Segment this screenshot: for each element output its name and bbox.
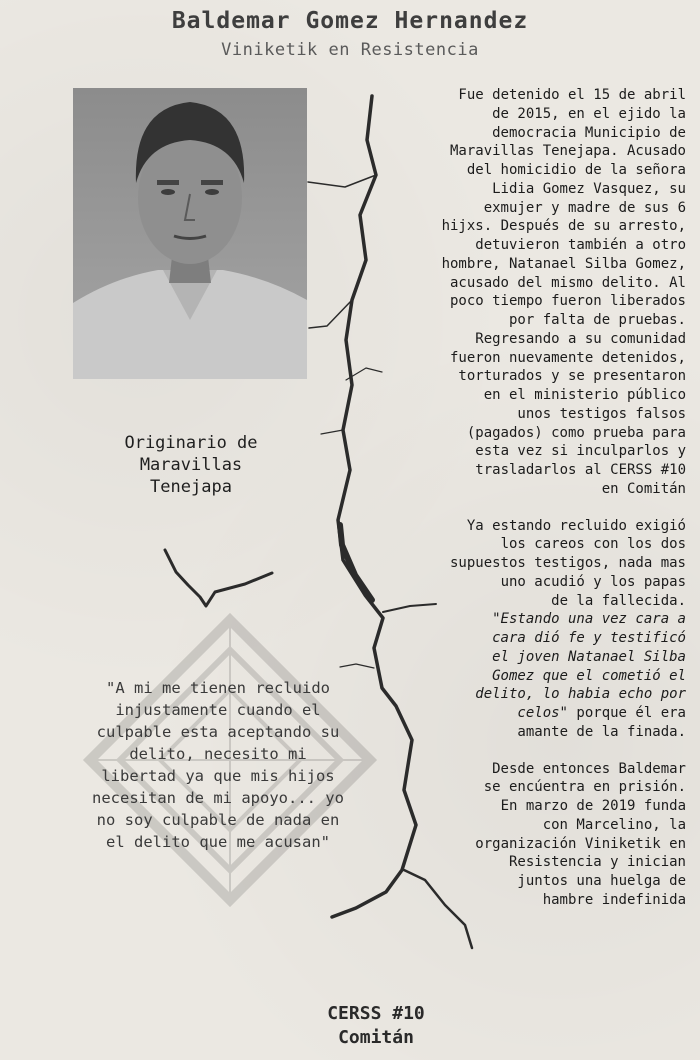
quote-line: injustamente cuando el (115, 701, 321, 719)
story-line: hijxs. Después de su arresto, (441, 218, 686, 235)
story-line: Maravillas Tenejapa. Acusado (449, 143, 686, 160)
quote-line: no soy culpable de nada en (96, 811, 340, 829)
story-line: Resistencia y inician (508, 854, 686, 871)
story-line: trasladarlos al CERSS #10 (475, 462, 686, 478)
story-line: (pagados) como prueba para (466, 424, 686, 441)
story-quote-line: "Estando una vez cara a (492, 611, 686, 628)
quote-line: delito, necesito mi (129, 745, 307, 763)
story-line: en Comitán (601, 480, 686, 497)
story-line: organización Viniketik en (475, 835, 686, 852)
story-line: detuvieron también a otro (475, 237, 686, 253)
story-line: fueron nuevamente detenidos, (449, 349, 686, 366)
story-line: En marzo de 2019 funda (500, 798, 686, 814)
footer-location (0, 1002, 700, 1050)
footer-line-2: Comitán (338, 1027, 414, 1048)
quote-line: el delito que me acusan" (106, 833, 330, 851)
story-quote-line: delito, lo habia echo por (475, 686, 686, 703)
story-line: Lidia Gomez Vasquez, su (492, 180, 686, 197)
story-quote-end: celos" (517, 705, 568, 721)
story-line: Regresando a su comunidad (475, 330, 686, 347)
story-line: juntos una huelga de (517, 873, 686, 889)
story-mixed-line (380, 704, 686, 723)
story-line: amante de la finada. (517, 723, 686, 740)
origin-line: Originario de (124, 433, 258, 453)
story-text (380, 86, 686, 910)
story-line: los careos con los dos (500, 536, 686, 553)
story-line: en el ministerio público (483, 387, 686, 403)
story-line: torturados y se presentaron (458, 368, 686, 385)
story-line: exmujer y madre de sus 6 (483, 199, 686, 216)
quote-line: culpable esta aceptando su (96, 723, 340, 741)
quote-line: "A mi me tienen recluido (106, 679, 330, 697)
story-quote-line: el joven Natanael Silba (492, 648, 686, 665)
page-subtitle: Viniketik en Resistencia (221, 40, 479, 60)
story-quote-line: cara dió fe y testificó (492, 630, 686, 646)
story-line: supuestos testigos, nada mas (449, 555, 686, 571)
story-quote-line: Gomez que el cometió el (492, 667, 686, 684)
story-line: hambre indefinida (542, 891, 686, 908)
page-title: Baldemar Gomez Hernandez (171, 8, 529, 34)
quote-line: libertad ya que mis hijos (101, 767, 335, 785)
story-line: Desde entonces Baldemar (492, 760, 686, 777)
story-line: Ya estando recluido exigió (466, 517, 686, 534)
story-line: acusado del mismo delito. Al (449, 274, 686, 291)
story-line: unos testigos falsos (517, 405, 686, 422)
story-line: poco tiempo fueron liberados (449, 293, 686, 310)
paragraph-spacer (380, 499, 686, 517)
paragraph-spacer (380, 742, 686, 760)
story-line: esta vez si inculparlos y (475, 443, 686, 460)
story-line: por falta de pruebas. (508, 312, 686, 328)
story-line: uno acudió y los papas (500, 573, 686, 590)
footer-line-1: CERSS #10 (327, 1003, 425, 1024)
story-line: con Marcelino, la (542, 816, 686, 833)
story-line: del homicidio de la señora (466, 162, 686, 178)
story-mixed-plain: porque él era (567, 705, 686, 721)
quote-line: necesitan de mi apoyo... yo (92, 789, 344, 807)
story-line: de la fallecida. (551, 592, 686, 609)
story-line: Fue detenido el 15 de abril (458, 87, 686, 103)
story-line: hombre, Natanael Silba Gomez, (441, 255, 686, 272)
story-line: se encúentra en prisión. (483, 779, 686, 796)
origin-line: Maravillas (139, 455, 243, 475)
story-line: democracia Municipio de (492, 124, 686, 141)
origin-line: Tenejapa (150, 477, 232, 497)
story-line: de 2015, en el ejido la (492, 105, 686, 122)
